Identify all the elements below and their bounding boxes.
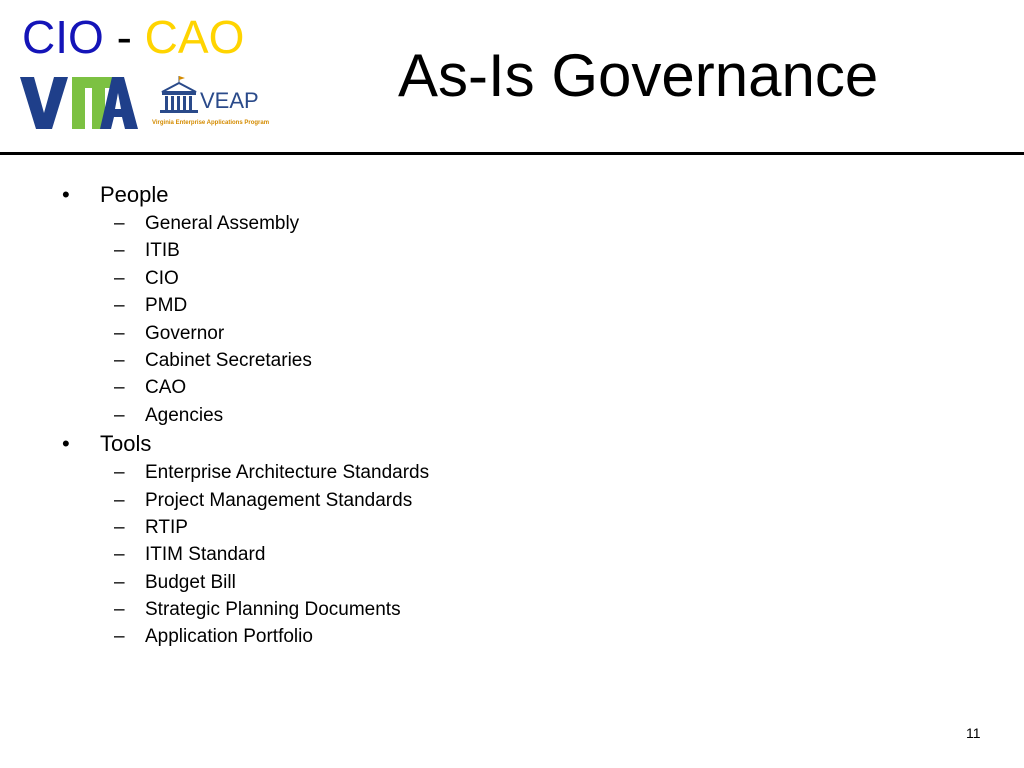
list-item: – RTIP [60, 514, 960, 541]
bullet-icon: • [62, 182, 70, 207]
brand-cio: CIO [22, 11, 104, 63]
brand-separator: - [116, 11, 132, 63]
section-heading [60, 180, 960, 210]
sub-item-list [60, 210, 960, 429]
list-item: – PMD [60, 292, 960, 319]
dash-icon: – [114, 349, 125, 371]
list-item: – ITIM Standard [60, 541, 960, 568]
dash-icon: – [114, 489, 125, 511]
dash-icon: – [114, 626, 125, 648]
dash-icon: – [114, 571, 125, 593]
section-heading [60, 429, 960, 459]
list-item: – Cabinet Secretaries [60, 347, 960, 374]
slide-title: As-Is Governance [398, 42, 879, 109]
list-item: – Application Portfolio [60, 623, 960, 650]
vita-logo [20, 77, 138, 129]
dash-icon: – [114, 322, 125, 344]
bullet-icon: • [62, 431, 70, 457]
list-item: – CAO [60, 374, 960, 401]
list-item: – CIO [60, 265, 960, 292]
list-item: – Strategic Planning Documents [60, 596, 960, 623]
section-label: People [100, 182, 169, 207]
list-item: – ITIB [60, 237, 960, 264]
list-item: – General Assembly [60, 210, 960, 237]
sub-item-list [60, 459, 960, 651]
section-tools [60, 429, 960, 651]
dash-icon: – [114, 404, 125, 426]
dash-icon: – [114, 462, 125, 484]
list-item: – Governor [60, 320, 960, 347]
dash-icon: – [114, 544, 125, 566]
list-item: – Budget Bill [60, 569, 960, 596]
svg-text:VEAP: VEAP [200, 88, 259, 113]
dash-icon: – [114, 516, 125, 538]
dash-icon: – [114, 377, 125, 399]
list-item: – Agencies [60, 402, 960, 429]
dash-icon: – [114, 599, 125, 621]
header-divider [0, 152, 1024, 155]
brand-heading [22, 12, 244, 62]
section-label: Tools [100, 431, 152, 457]
page-number: 11 [966, 725, 981, 741]
list-item: – Project Management Standards [60, 487, 960, 514]
dash-icon: – [114, 295, 125, 317]
list-item: – Enterprise Architecture Standards [60, 459, 960, 486]
dash-icon: – [114, 240, 125, 262]
veap-tagline: Virginia Enterprise Applications Program [152, 120, 270, 126]
brand-cao: CAO [144, 11, 245, 63]
dash-icon: – [114, 267, 125, 289]
slide-body [60, 180, 960, 651]
dash-icon: – [114, 213, 125, 234]
section-people [60, 180, 960, 429]
